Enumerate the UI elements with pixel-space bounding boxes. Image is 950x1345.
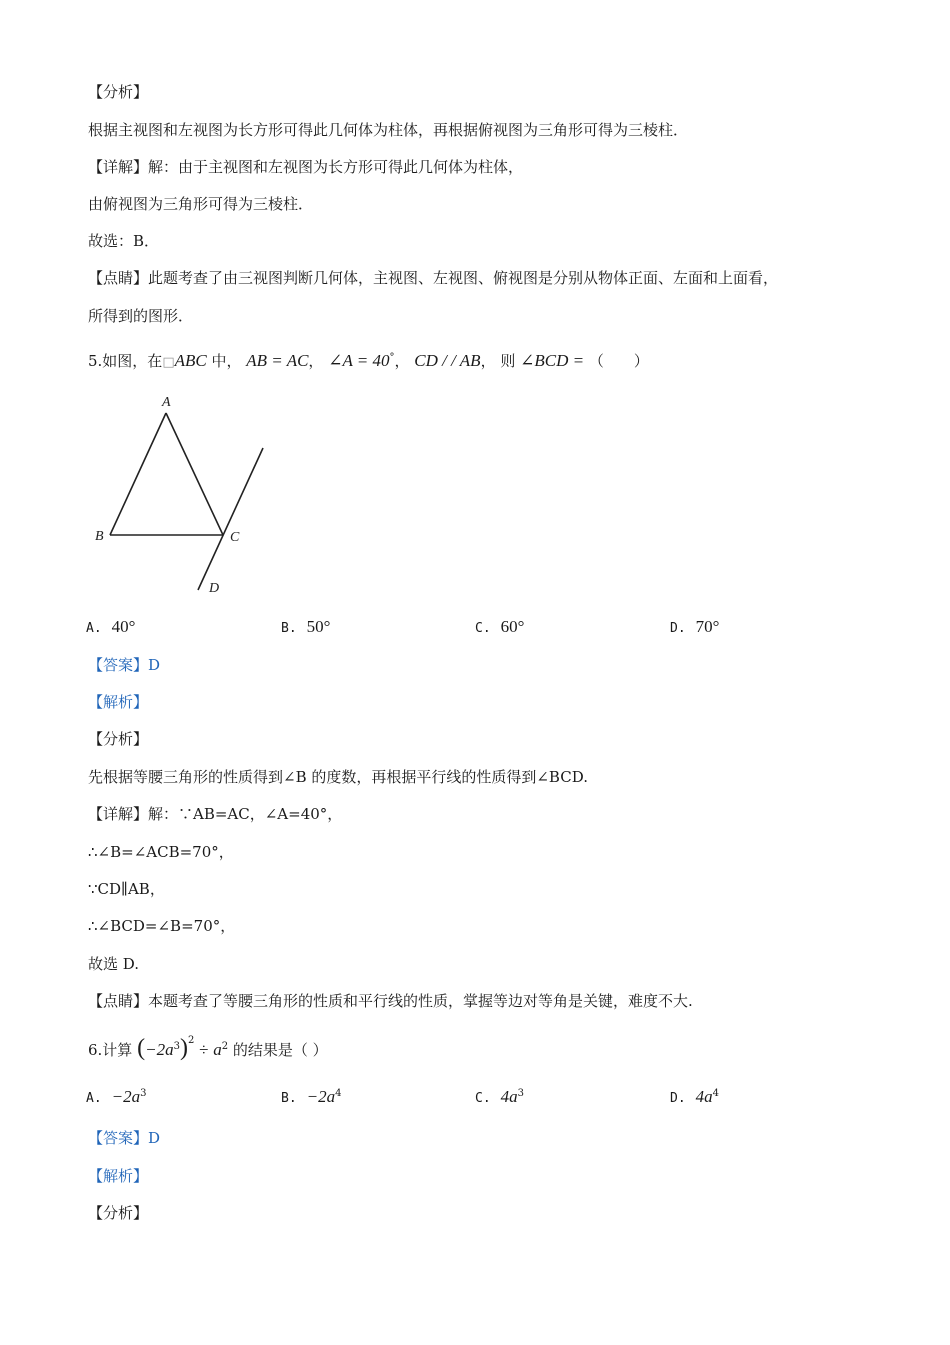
q5-step-2: 【详解】解：∵AB=AC，∠A=40°， [88, 805, 343, 823]
analysis-text: 根据主视图和左视图为长方形可得此几何体为柱体，再根据俯视图为三角形可得为三棱柱． [88, 121, 689, 139]
heading-analysis: 【分析】 [88, 83, 149, 101]
detail-text-2: 由俯视图为三角形可得为三棱柱． [88, 195, 314, 213]
q6-option-a: A. $-2a^3$ [86, 1087, 147, 1106]
label-b: B [95, 529, 104, 544]
q5-step-5: ∴∠BCD=∠B=70°， [88, 917, 236, 935]
q6-option-b: B. $-2a^4$ [281, 1087, 342, 1106]
segment-ac [166, 413, 223, 535]
label-a: A [162, 395, 171, 410]
question-5-stem: 5.如图，在□ABC 中， AB = AC， ∠A = 40°， CD / / AB， 则 ∠BCD = （ ） [88, 351, 649, 370]
q6-option-d: D. $4a^4$ [670, 1087, 720, 1106]
question-6-stem: 6.计算 $(-2a^3)^2 \div a^2$ 的结果是（ ） [88, 1035, 328, 1061]
q5-step-6: 故选 D. [88, 955, 140, 973]
comment-text: 【点睛】此题考查了由三视图判断几何体，主视图、左视图、俯视图是分别从物体正面、左面和上面看， [88, 269, 779, 287]
q6-option-c: C. $4a^3$ [475, 1087, 525, 1106]
q5-step-3: ∴∠B=∠ACB=70°， [88, 843, 234, 861]
line-cd [198, 448, 263, 590]
label-d: D [209, 581, 220, 596]
choice-text: 故选：B． [88, 232, 160, 250]
q5-option-b: B. 50° [281, 617, 331, 636]
q5-answer: 【答案】D [88, 656, 161, 674]
q6-fenxi: 【分析】 [88, 1204, 149, 1222]
q5-step-1: 先根据等腰三角形的性质得到∠B 的度数，再根据平行线的性质得到∠BCD. [88, 768, 588, 786]
comment-text-2: 所得到的图形． [88, 307, 194, 325]
q5-comment: 【点睛】本题考查了等腰三角形的性质和平行线的性质，掌握等边对等角是关键，难度不大. [88, 992, 693, 1010]
q5-option-c: C. 60° [475, 617, 525, 636]
triangle-symbol-icon: □ [162, 355, 175, 370]
q5-option-d: D. 70° [670, 617, 720, 636]
segment-ab [110, 413, 166, 535]
detail-text: 【详解】解：由于主视图和左视图为长方形可得此几何体为柱体， [88, 158, 524, 176]
q6-analysis-tag: 【解析】 [88, 1167, 149, 1185]
q5-option-a: A. 40° [86, 617, 136, 636]
label-c: C [230, 530, 240, 545]
q6-answer: 【答案】D [88, 1129, 161, 1147]
triangle-figure [85, 388, 285, 598]
q5-fenxi: 【分析】 [88, 730, 149, 748]
q5-step-4: ∵CD∥AB， [88, 880, 165, 898]
q5-analysis-tag: 【解析】 [88, 693, 149, 711]
